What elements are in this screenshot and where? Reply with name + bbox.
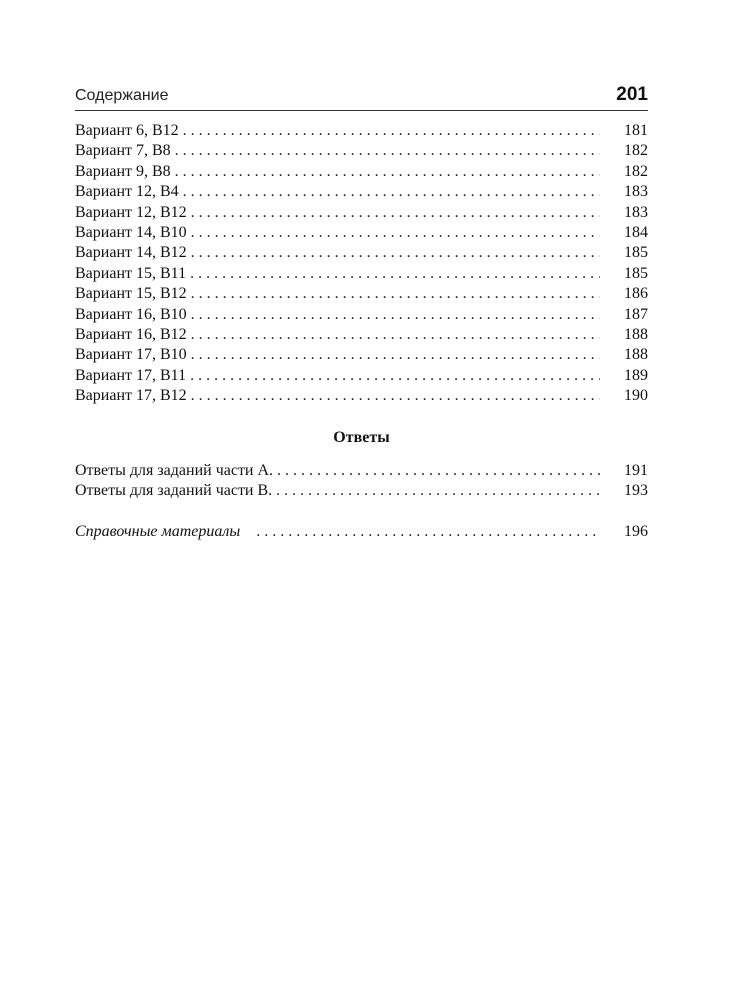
toc-entry-page: 183 [624, 203, 648, 221]
toc-entry [75, 244, 648, 264]
toc-list [75, 122, 648, 407]
dot-leader [276, 482, 600, 500]
toc-entry-page: 193 [624, 482, 648, 500]
toc-entry [75, 122, 648, 142]
toc-entry-label: Ответы для заданий части В. [75, 482, 273, 500]
dot-leader [191, 285, 600, 303]
toc-entry-label: Вариант 15, В12 [75, 285, 187, 303]
toc-entry-page: 196 [624, 523, 648, 540]
toc-entry-page: 184 [624, 223, 648, 241]
toc-entry-page: 183 [624, 183, 648, 201]
toc-entry-page: 189 [624, 366, 648, 384]
toc-entry [75, 523, 648, 543]
answers-list [75, 462, 648, 503]
toc-entry-page: 190 [624, 387, 648, 405]
toc-entry [75, 387, 648, 407]
dot-leader [191, 306, 600, 324]
dot-leader [256, 523, 600, 541]
toc-entry [75, 462, 648, 482]
toc-entry [75, 265, 648, 285]
toc-entry-page: 185 [624, 244, 648, 262]
toc-entry-label: Справочные материалы [75, 523, 241, 540]
toc-entry [75, 285, 648, 305]
toc-entry-label: Вариант 17, В10 [75, 346, 187, 364]
dot-leader [191, 346, 600, 364]
dot-leader [183, 183, 600, 201]
dot-leader [191, 387, 600, 405]
toc-entry [75, 482, 648, 502]
toc-entry [75, 163, 648, 183]
dot-leader [175, 142, 600, 160]
dot-leader [183, 122, 600, 140]
toc-entry-page: 187 [624, 305, 648, 323]
toc-entry [75, 306, 648, 326]
toc-entry [75, 204, 648, 224]
toc-entry [75, 183, 648, 203]
dot-leader [191, 326, 600, 344]
dot-leader [277, 462, 600, 480]
toc-entry-label: Вариант 14, В10 [75, 223, 187, 241]
toc-entry-label: Вариант 6, В12 [75, 122, 179, 139]
dot-leader [191, 204, 600, 222]
toc-entry [75, 326, 648, 346]
answers-heading: Ответы [333, 429, 390, 446]
dot-leader [190, 265, 600, 283]
toc-entry-page: 185 [624, 264, 648, 282]
toc-entry-page: 188 [624, 346, 648, 364]
toc-entry-label: Вариант 12, В4 [75, 183, 179, 201]
toc-entry-label: Вариант 17, В11 [75, 366, 187, 384]
dot-leader [191, 244, 600, 262]
running-header [75, 84, 648, 111]
toc-entry-label: Ответы для заданий части А. [75, 462, 274, 479]
toc-entry [75, 346, 648, 366]
reference-entry-block [75, 523, 648, 543]
toc-entry-page: 191 [624, 462, 648, 479]
page-number: 201 [616, 84, 648, 105]
toc-entry [75, 367, 648, 387]
dot-leader [191, 224, 600, 242]
toc-entry [75, 142, 648, 162]
running-header-title: Содержание [75, 87, 169, 104]
toc-entry-page: 181 [624, 122, 648, 139]
toc-entry-label: Вариант 16, В10 [75, 305, 187, 323]
toc-entry-label: Вариант 17, В12 [75, 387, 187, 405]
toc-entry-label: Вариант 15, В11 [75, 264, 187, 282]
toc-entry-page: 182 [624, 162, 648, 180]
toc-entry-page: 186 [624, 285, 648, 303]
toc-entry-page: 182 [624, 142, 648, 160]
dot-leader [190, 367, 600, 385]
toc-entry-label: Вариант 14, В12 [75, 244, 187, 262]
toc-entry-label: Вариант 12, В12 [75, 203, 187, 221]
toc-entry-label: Вариант 16, В12 [75, 325, 187, 343]
toc-entry [75, 224, 648, 244]
dot-leader [175, 163, 600, 181]
toc-entry-label: Вариант 7, В8 [75, 142, 171, 160]
toc-entry-page: 188 [624, 325, 648, 343]
toc-entry-label: Вариант 9, В8 [75, 162, 171, 180]
